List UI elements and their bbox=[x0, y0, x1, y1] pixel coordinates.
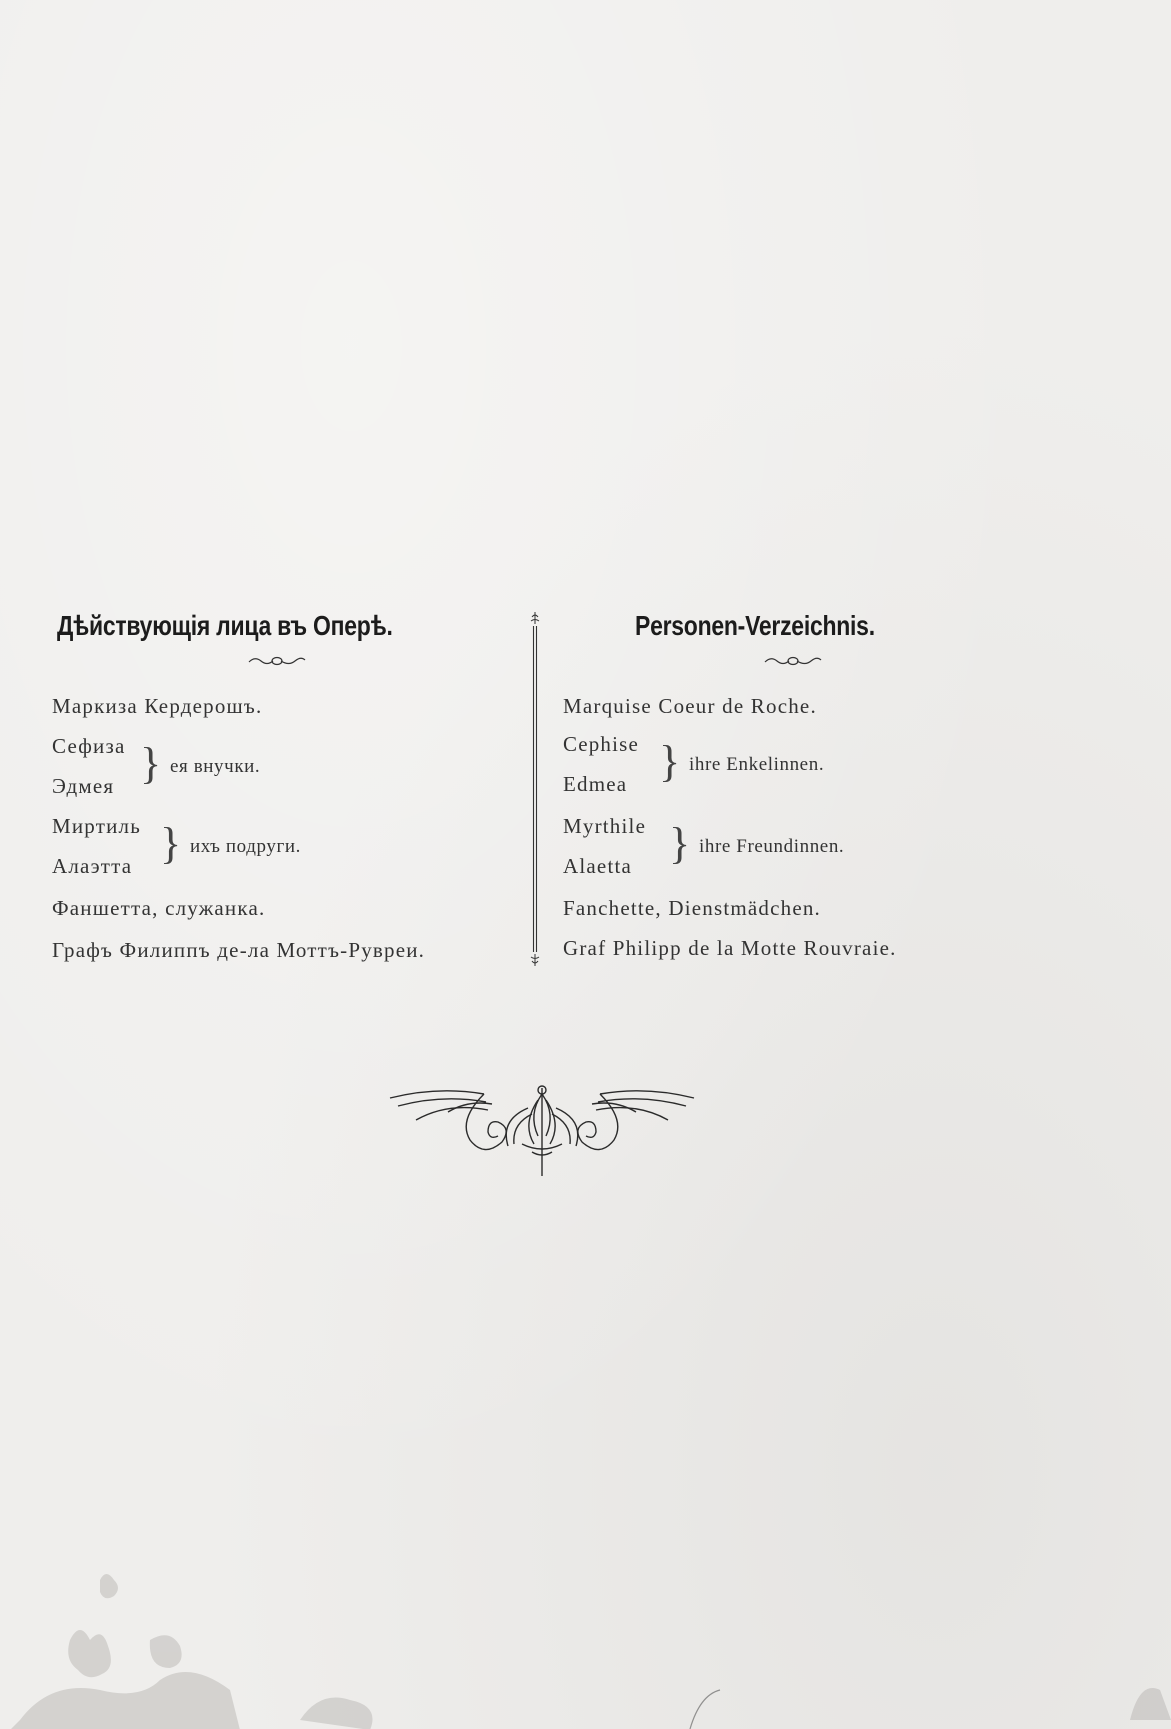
paper-stain-decoration bbox=[0, 1520, 1171, 1729]
group-label-friends: ihre Freundinnen. bbox=[699, 836, 845, 857]
heading-russian: Дѣйствующія лица въ Оперѣ. bbox=[57, 610, 393, 641]
brace-icon: } bbox=[140, 739, 162, 788]
brace-icon: } bbox=[659, 737, 681, 786]
group-label-granddaughters: ihre Enkelinnen. bbox=[689, 754, 825, 775]
cast-name-alaetta: Alaetta bbox=[563, 854, 633, 878]
cast-line-count: Graf Philipp de la Motte Rouvraie. bbox=[563, 936, 897, 960]
cast-line-marquise: Marquise Coeur de Roche. bbox=[563, 694, 817, 718]
heading-flourish-icon bbox=[247, 654, 307, 668]
cast-list-russian bbox=[52, 606, 512, 962]
cast-name-cephise: Cephise bbox=[563, 732, 640, 756]
heading-flourish-icon bbox=[763, 654, 823, 668]
brace-icon: } bbox=[669, 819, 691, 868]
cast-line-fanchette: Fanchette, Dienstmädchen. bbox=[563, 896, 822, 920]
cast-name-edmea: Edmea bbox=[563, 772, 628, 796]
cast-name-myrthile: Миртиль bbox=[52, 814, 142, 838]
cast-name-sephise: Сефиза bbox=[52, 734, 126, 758]
brace-icon: } bbox=[160, 819, 182, 868]
cast-line-fanchette: Фаншетта, служанка. bbox=[52, 896, 266, 920]
cast-list-german bbox=[563, 606, 1043, 960]
tailpiece-ornament-icon bbox=[388, 1080, 696, 1180]
cast-name-edmea: Эдмея bbox=[52, 774, 115, 798]
cast-name-myrthile: Myrthile bbox=[563, 814, 647, 838]
group-label-granddaughters: ея внучки. bbox=[170, 756, 261, 777]
group-label-friends: ихъ подруги. bbox=[190, 836, 301, 857]
center-divider-rule bbox=[530, 612, 540, 966]
cast-name-alaetta: Алаэтта bbox=[52, 854, 133, 878]
cast-line-count: Графъ Филиппъ де-ла Моттъ-Рувреи. bbox=[52, 938, 426, 962]
cast-line-marquise: Маркиза Кердерошъ. bbox=[52, 694, 263, 718]
heading-german: Personen-Verzeichnis. bbox=[635, 610, 875, 641]
